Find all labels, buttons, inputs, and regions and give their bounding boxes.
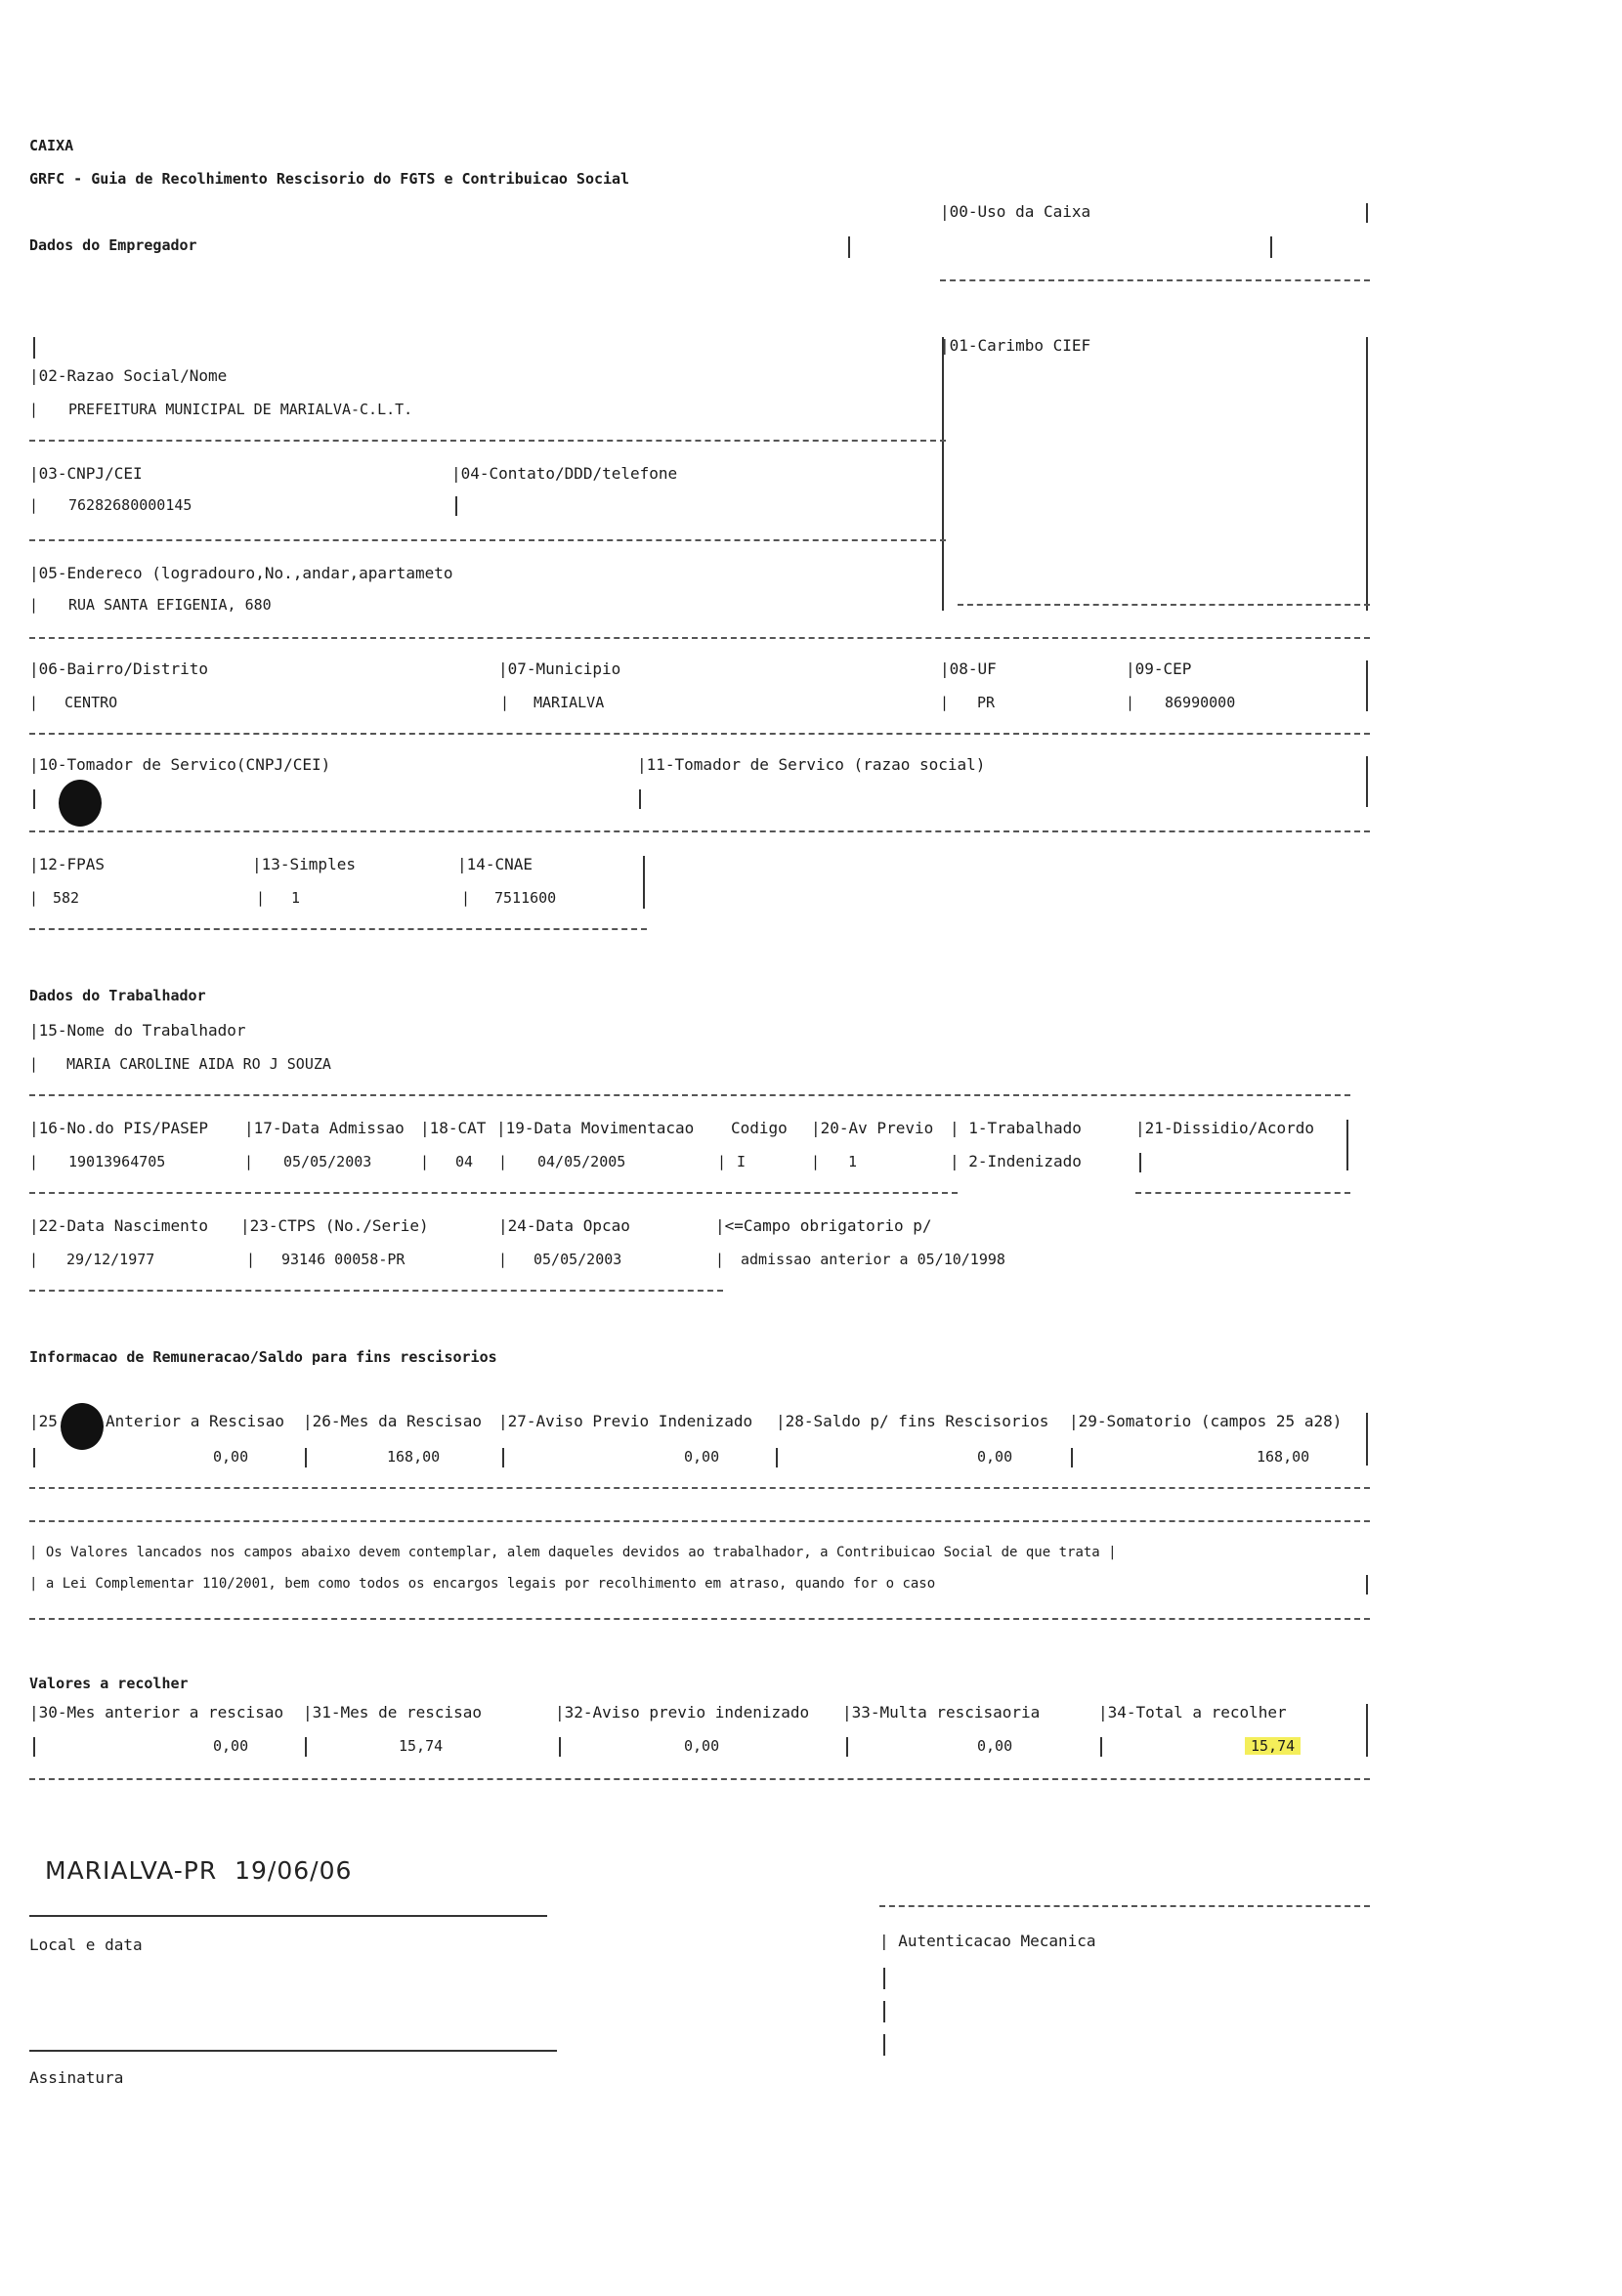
field-25-value: 0,00: [213, 1448, 249, 1466]
divider: [1366, 337, 1368, 611]
field-22-label: |22-Data Nascimento: [29, 1216, 209, 1235]
field-18-pipe: |: [420, 1153, 430, 1170]
field-20-pipe: |: [811, 1153, 821, 1170]
divider: [29, 1290, 723, 1292]
field-34-value: 15,74: [1245, 1737, 1301, 1755]
remuneration-section-title: Informacao de Remuneracao/Saldo para fins rescisorios: [29, 1348, 497, 1366]
field-14-pipe: |: [461, 889, 471, 907]
field-31-label: |31-Mes de rescisao: [303, 1703, 483, 1722]
divider: [1366, 756, 1368, 807]
divider: [502, 1448, 504, 1467]
field-32-label: |32-Aviso previo indenizado: [555, 1703, 810, 1722]
divider: [455, 496, 457, 516]
field-02-value: PREFEITURA MUNICIPAL DE MARIALVA-C.L.T.: [68, 401, 413, 418]
divider: [879, 1905, 1370, 1907]
field-02-pipe: |: [29, 401, 39, 418]
divider: [1139, 1153, 1141, 1172]
field-15-label: |15-Nome do Trabalhador: [29, 1021, 246, 1040]
codigo-value: I: [737, 1153, 747, 1170]
field-19-label: |19-Data Movimentacao: [496, 1119, 695, 1137]
field-01-label: |01-Carimbo CIEF: [940, 336, 1091, 355]
field-19-value: 04/05/2005: [537, 1153, 626, 1170]
field-22-pipe: |: [29, 1251, 39, 1268]
field-17-label: |17-Data Admissao: [244, 1119, 405, 1137]
field-17-value: 05/05/2003: [283, 1153, 372, 1170]
divider: [305, 1737, 307, 1757]
divider: [1071, 1448, 1073, 1467]
employer-section-title: Dados do Empregador: [29, 236, 197, 254]
divider: [639, 789, 641, 809]
divider: [883, 2001, 885, 2022]
field-27-label: |27-Aviso Previo Indenizado: [498, 1412, 753, 1430]
field-03-label: |03-CNPJ/CEI: [29, 464, 143, 483]
field-22-value: 29/12/1977: [66, 1251, 155, 1268]
divider: [29, 830, 1370, 832]
field-06-label: |06-Bairro/Distrito: [29, 659, 209, 678]
codigo-label: Codigo: [731, 1119, 788, 1137]
divider: [1366, 203, 1368, 223]
field-24-value: 05/05/2003: [534, 1251, 622, 1268]
field-13-pipe: |: [256, 889, 266, 907]
field-16-pipe: |: [29, 1153, 39, 1170]
field-30-value: 0,00: [213, 1737, 249, 1755]
divider: [305, 1448, 307, 1467]
field-02-label: |02-Razao Social/Nome: [29, 366, 228, 385]
field-08-label: |08-UF: [940, 659, 997, 678]
ink-blot: [61, 1403, 104, 1450]
field-25-prefix: |25: [29, 1412, 58, 1430]
field-23-label: |23-CTPS (No./Serie): [240, 1216, 429, 1235]
local-date-label: Local e data: [29, 1935, 143, 1954]
divider: [29, 539, 946, 541]
field-08-pipe: |: [940, 694, 950, 711]
field-05-value: RUA SANTA EFIGENIA, 680: [68, 596, 272, 614]
divider: [1135, 1192, 1350, 1194]
divider: [29, 1487, 1370, 1489]
field-33-value: 0,00: [977, 1737, 1013, 1755]
codigo-pipe: |: [717, 1153, 727, 1170]
field-24-label: |24-Data Opcao: [498, 1216, 630, 1235]
divider: [940, 279, 1370, 281]
field-11-label: |11-Tomador de Servico (razao social): [637, 755, 986, 774]
divider: [29, 928, 647, 930]
field-29-value: 168,00: [1257, 1448, 1310, 1466]
field-05-pipe: |: [29, 596, 39, 614]
field-05-label: |05-Endereco (logradouro,No.,andar,apartameto: [29, 564, 453, 582]
field-34-label: |34-Total a recolher: [1098, 1703, 1287, 1722]
note-pipe: |: [715, 1251, 725, 1268]
form-title: GRFC - Guia de Recolhimento Rescisorio do FGTS e Contribuicao Social: [29, 170, 630, 188]
field-18-value: 04: [455, 1153, 474, 1170]
option-2-indenizado: | 2-Indenizado: [950, 1152, 1082, 1170]
field-29-label: |29-Somatorio (campos 25 a28): [1069, 1412, 1343, 1430]
field-16-value: 19013964705: [68, 1153, 166, 1170]
field-20-value: 1: [848, 1153, 858, 1170]
divider: [1366, 660, 1368, 711]
divider: [1366, 1704, 1368, 1757]
signature-line: [29, 2050, 557, 2052]
field-10-label: |10-Tomador de Servico(CNPJ/CEI): [29, 755, 331, 774]
field-12-value: 582: [53, 889, 80, 907]
divider: [33, 337, 35, 359]
field-08-value: PR: [977, 694, 996, 711]
signature-label: Assinatura: [29, 2068, 124, 2087]
field-09-value: 86990000: [1165, 694, 1236, 711]
divider: [848, 236, 850, 258]
notice-line-2: | a Lei Complementar 110/2001, bem como todos os encargos legais por recolhimento em atraso, quando for o caso: [29, 1576, 936, 1592]
field-28-value: 0,00: [977, 1448, 1013, 1466]
field-17-pipe: |: [244, 1153, 254, 1170]
field-20-label: |20-Av Previo: [811, 1119, 934, 1137]
bank-name: CAIXA: [29, 137, 74, 154]
field-26-value: 168,00: [387, 1448, 441, 1466]
divider: [776, 1448, 778, 1467]
field-13-label: |13-Simples: [252, 855, 356, 873]
ink-blot: [59, 780, 102, 827]
worker-section-title: Dados do Trabalhador: [29, 987, 206, 1004]
mechanical-authentication-label: | Autenticacao Mecanica: [879, 1932, 1096, 1950]
field-16-label: |16-No.do PIS/PASEP: [29, 1119, 209, 1137]
notice-line-1: | Os Valores lancados nos campos abaixo devem contemplar, alem daqueles devidos ao trabalhador, a Contribuicao Social de que trata |: [29, 1545, 1117, 1560]
field-28-label: |28-Saldo p/ fins Rescisorios: [776, 1412, 1049, 1430]
divider: [1366, 1575, 1368, 1594]
field-18-label: |18-CAT: [420, 1119, 487, 1137]
divider: [29, 637, 1370, 639]
note-line-1: |<=Campo obrigatorio p/: [715, 1216, 932, 1235]
field-15-value: MARIA CAROLINE AIDA RO J SOUZA: [66, 1055, 331, 1073]
divider: [33, 789, 35, 809]
field-23-value: 93146 00058-PR: [281, 1251, 406, 1268]
values-section-title: Valores a recolher: [29, 1675, 189, 1692]
field-26-label: |26-Mes da Rescisao: [303, 1412, 483, 1430]
divider: [29, 1520, 1370, 1522]
field-30-label: |30-Mes anterior a rescisao: [29, 1703, 284, 1722]
divider: [643, 856, 645, 909]
divider: [29, 1618, 1370, 1620]
field-25-label: Anterior a Rescisao: [106, 1412, 285, 1430]
field-09-label: |09-CEP: [1126, 659, 1192, 678]
divider: [883, 1968, 885, 1989]
field-14-label: |14-CNAE: [457, 855, 534, 873]
divider: [1270, 236, 1272, 258]
field-12-pipe: |: [29, 889, 39, 907]
field-15-pipe: |: [29, 1055, 39, 1073]
divider: [1346, 1120, 1348, 1170]
field-09-pipe: |: [1126, 694, 1135, 711]
field-21-label: |21-Dissidio/Acordo: [1135, 1119, 1315, 1137]
field-06-value: CENTRO: [64, 694, 118, 711]
field-03-value: 76282680000145: [68, 496, 192, 514]
field-32-value: 0,00: [684, 1737, 720, 1755]
divider: [883, 2034, 885, 2056]
field-07-label: |07-Municipio: [498, 659, 621, 678]
field-33-label: |33-Multa rescisaoria: [842, 1703, 1041, 1722]
field-04-label: |04-Contato/DDD/telefone: [451, 464, 678, 483]
field-00-label: |00-Uso da Caixa: [940, 202, 1091, 221]
divider: [33, 1448, 35, 1467]
divider: [958, 604, 1370, 606]
divider: [33, 1737, 35, 1757]
field-24-pipe: |: [498, 1251, 508, 1268]
divider: [29, 1094, 1350, 1096]
field-23-pipe: |: [246, 1251, 256, 1268]
field-19-pipe: |: [498, 1153, 508, 1170]
field-27-value: 0,00: [684, 1448, 720, 1466]
divider: [29, 1778, 1370, 1780]
option-1-trabalhado: | 1-Trabalhado: [950, 1119, 1082, 1137]
signature-line: [29, 1915, 547, 1917]
field-07-value: MARIALVA: [534, 694, 605, 711]
field-07-pipe: |: [500, 694, 510, 711]
divider: [29, 733, 1370, 735]
field-31-value: 15,74: [399, 1737, 444, 1755]
field-14-value: 7511600: [494, 889, 557, 907]
note-line-2: admissao anterior a 05/10/1998: [741, 1251, 1005, 1268]
divider: [559, 1737, 561, 1757]
divider: [1366, 1413, 1368, 1466]
field-06-pipe: |: [29, 694, 39, 711]
divider: [942, 337, 944, 611]
field-12-label: |12-FPAS: [29, 855, 106, 873]
divider: [846, 1737, 848, 1757]
divider: [29, 1192, 958, 1194]
field-13-value: 1: [291, 889, 301, 907]
divider: [1100, 1737, 1102, 1757]
place-and-date: MARIALVA-PR 19/06/06: [45, 1856, 353, 1885]
divider: [29, 440, 946, 442]
field-03-pipe: |: [29, 496, 39, 514]
